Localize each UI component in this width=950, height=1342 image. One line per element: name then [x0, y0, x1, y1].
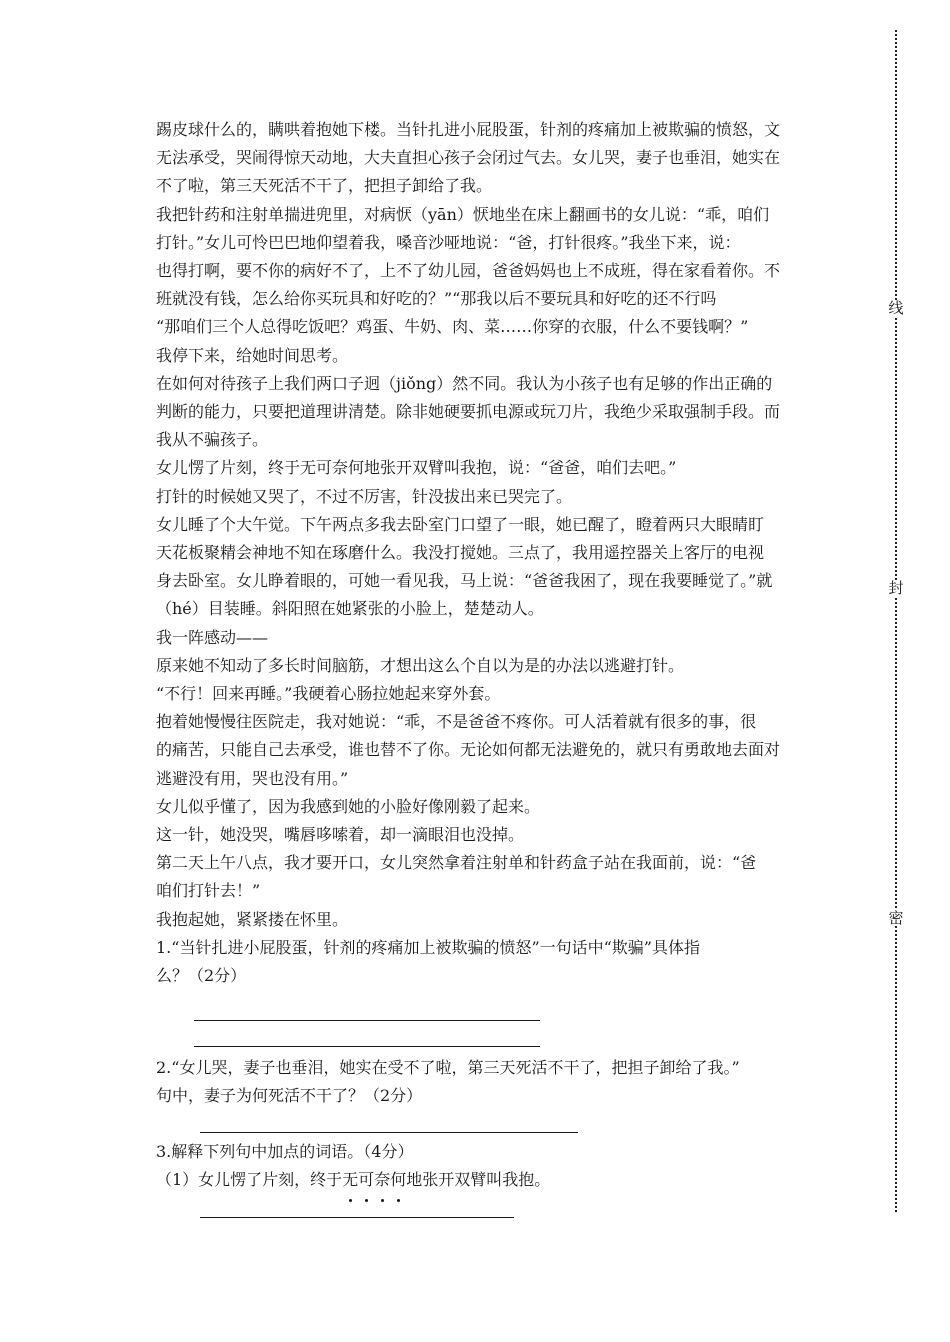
passage-line: 班就没有钱，怎么给你买玩具和好吃的？”“那我以后不要玩具和好吃的还不行吗: [156, 289, 717, 309]
passage-line: 女儿似乎懂了，因为我感到她的小脸好像刚毅了起来。: [156, 796, 541, 816]
passage-line: 第二天上午八点，我才要开口，女儿突然拿着注射单和针药盒子站在我面前，说：“爸: [156, 853, 757, 873]
question-3-sentence-1: [156, 1166, 550, 1194]
binding-dotted-line: [895, 30, 897, 1212]
question-3-title: 3.解释下列句中加点的词语。（4分）: [156, 1142, 414, 1161]
question-2-line-1: 2.“女儿哭，妻子也垂泪，她实在受不了啦，第三天死活不干了，把担子卸给了我。”: [156, 1058, 740, 1077]
answer-line-q1-b[interactable]: [194, 1046, 540, 1047]
passage-line: 判断的能力，只要把道理讲清楚。除非她硬要抓电源或玩刀片，我绝少采取强制手段。而: [156, 402, 781, 421]
passage-line: 我一阵感动——: [156, 627, 269, 647]
passage-line: “那咱们三个人总得吃饭吧？鸡蛋、牛奶、肉、菜……你穿的衣服，什么不要钱啊？”: [156, 317, 749, 337]
question-2-line-2: 句中，妻子为何死活不干了？（2分）: [156, 1086, 423, 1105]
passage-line: 女儿愣了片刻，终于无可奈何地张开双臂叫我抱，说：“爸爸，咱们去吧。”: [156, 458, 677, 478]
binding-mark-feng: 封: [888, 579, 904, 597]
passage-line: 天花板聚精会神地不知在琢磨什么。我没打搅她。三点了，我用遥控器关上客厅的电视: [156, 543, 765, 562]
dotted-char-1: 无: [342, 1166, 358, 1194]
passage-line: “不行！回来再睡。”我硬着心肠拉她起来穿外套。: [156, 684, 501, 703]
dotted-char-4: 何: [390, 1166, 406, 1194]
passage-line: 打针。”女儿可怜巴巴地仰望着我，嗓音沙哑地说：“爸，打针很疼。”我坐下来，说：: [156, 232, 741, 252]
passage-line: 踢皮球什么的，瞒哄着抱她下楼。当针扎进小屁股蛋，针剂的疼痛加上被欺骗的愤怒，文: [156, 120, 781, 139]
dotted-char-2: 可: [358, 1166, 374, 1194]
dotted-char-3: 奈: [374, 1166, 390, 1194]
passage-line: 原来她不知动了多长时间脑筋，才想出这么个自以为是的办法以逃避打针。: [156, 655, 685, 675]
passage-line: 无法承受，哭闹得惊天动地，大夫直担心孩子会闭过气去。女儿哭，妻子也垂泪，她实在: [156, 148, 781, 168]
passage-line: 咱们打针去！”: [156, 881, 261, 901]
passage-line: 这一针，她没哭，嘴唇哆嗦着，却一滴眼泪也没掉。: [156, 825, 525, 844]
binding-margin: [888, 30, 904, 1212]
passage-line: （hé）目装睡。斜阳照在她紧张的小脸上，楚楚动人。: [156, 599, 544, 619]
passage-line: 1.“当针扎进小屁股蛋，针剂的疼痛加上被欺骗的愤怒”一句话中“欺骗”具体指: [156, 937, 700, 957]
passage-line: 身去卧室。女儿睁着眼的，可她一看见我，马上说：“爸爸我困了，现在我要睡觉了。”就: [156, 571, 773, 591]
binding-mark-xian: 线: [888, 299, 904, 317]
passage-line: 我从不骗孩子。: [156, 430, 269, 450]
passage-line: 么？（2分）: [156, 966, 247, 985]
passage-line: 也得打啊，要不你的病好不了，上不了幼儿园，爸爸妈妈也上不成班，得在家看着你。不: [156, 261, 781, 280]
passage-line: 的痛苦，只能自己去承受，谁也替不了你。无论如何都无法避免的，就只有勇敢地去面对: [156, 740, 781, 760]
sentence-after: 地张开双臂叫我抱。: [406, 1170, 551, 1189]
passage-line: 我停下来，给她时间思考。: [156, 345, 349, 365]
answer-line-q2[interactable]: [200, 1132, 578, 1133]
passage-line: 打针的时候她又哭了，不过不厉害，针没拔出来已哭完了。: [156, 486, 573, 506]
answer-line-q1-a[interactable]: [194, 1020, 540, 1021]
passage-line: 逃避没有用，哭也没有用。”: [156, 768, 349, 788]
passage-line: 不了啦，第三天死活不干了，把担子卸给了我。: [156, 176, 493, 196]
exam-text-area: [156, 116, 868, 1236]
answer-line-q3-1[interactable]: [200, 1217, 514, 1218]
binding-mark-mi: 密: [888, 909, 904, 927]
passage-line: 在如何对待孩子上我们两口子迥（jiǒng）然不同。我认为小孩子也有足够的作出正确的: [156, 373, 773, 393]
passage-line: 女儿睡了个大午觉。下午两点多我去卧室门口望了一眼，她已醒了，瞪着两只大眼睛盯: [156, 514, 765, 534]
passage-line: 我抱起她，紧紧搂在怀里。: [156, 909, 349, 929]
passage-line: 抱着她慢慢往医院走，我对她说：“乖，不是爸爸不疼你。可人活着就有很多的事，很: [156, 712, 757, 732]
passage-line: 我把针药和注射单揣进兜里，对病恹（yān）恹地坐在床上翻画书的女儿说：“乖，咱们: [156, 204, 770, 224]
sentence-before: （1）女儿愣了片刻，终于: [156, 1170, 343, 1189]
